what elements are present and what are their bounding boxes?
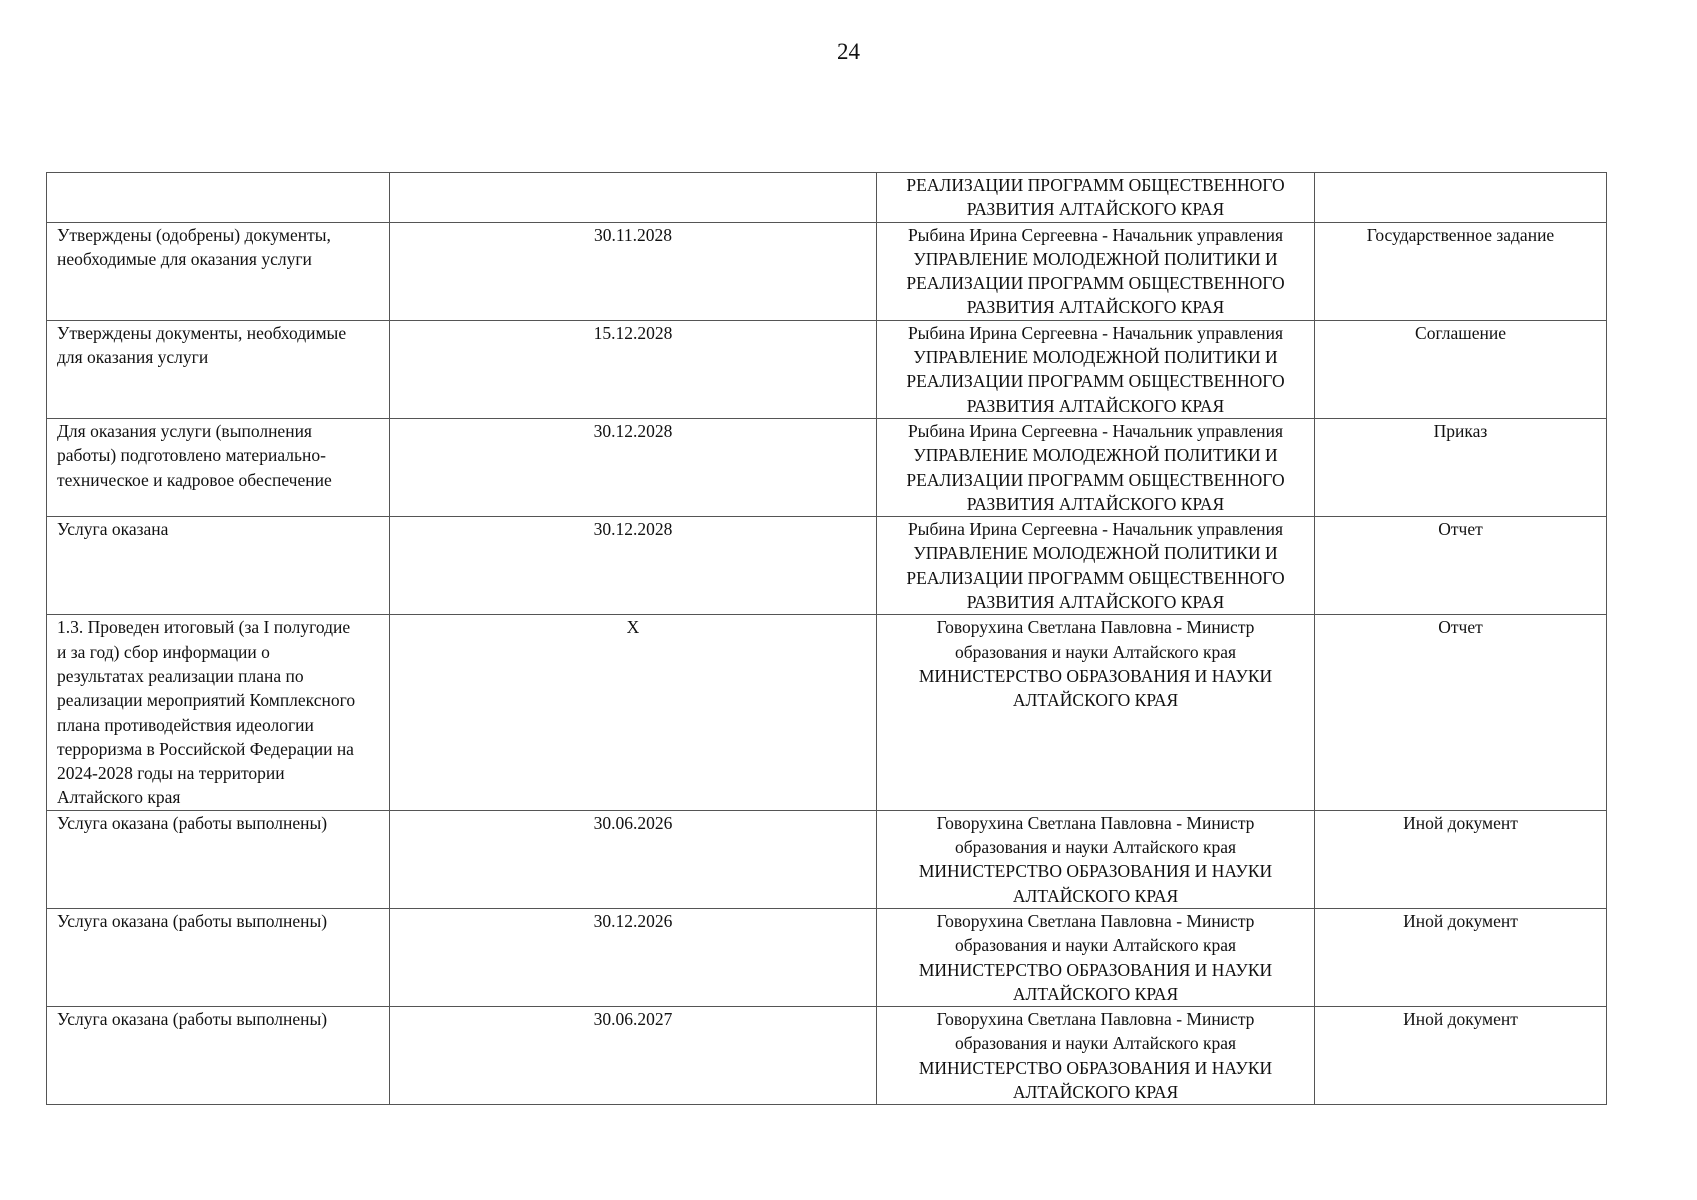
responsible-cell-line: УПРАВЛЕНИЕ МОЛОДЕЖНОЙ ПОЛИТИКИ И [913, 543, 1278, 564]
date-cell: X [390, 615, 877, 810]
responsible-cell-line: МИНИСТЕРСТВО ОБРАЗОВАНИЯ И НАУКИ [918, 665, 1273, 686]
page-number: 24 [837, 39, 860, 64]
responsible-cell-line: образования и науки Алтайского края [954, 935, 1237, 956]
event-cell [47, 517, 390, 615]
table-row [47, 517, 1607, 615]
responsible-cell-line: МИНИСТЕРСТВО ОБРАЗОВАНИЯ И НАУКИ [918, 861, 1273, 882]
event-cell [47, 908, 390, 1006]
event-cell-line: результатах реализации плана по [57, 665, 304, 686]
responsible-cell-line: Говорухина Светлана Павловна - Министр [936, 910, 1255, 931]
event-cell [47, 320, 390, 418]
responsible-cell [877, 810, 1315, 908]
date-cell: 30.11.2028 [390, 222, 877, 320]
responsible-cell [877, 1007, 1315, 1105]
responsible-cell [877, 908, 1315, 1006]
event-cell-line: для оказания услуги [57, 347, 209, 368]
responsible-cell [877, 615, 1315, 810]
date-cell: 15.12.2028 [390, 320, 877, 418]
event-cell-line: плана противодействия идеологии [57, 714, 314, 735]
event-cell-line: 2024-2028 годы на территории [57, 763, 285, 784]
date-cell: 30.12.2026 [390, 908, 877, 1006]
document-type-cell [1315, 173, 1607, 223]
event-cell-line: необходимые для оказания услуги [57, 248, 312, 269]
event-cell-line: Алтайского края [57, 787, 181, 808]
event-cell-line: терроризма в Российской Федерации на [57, 738, 354, 759]
document-type-cell: Иной документ [1315, 810, 1607, 908]
event-cell-line: Для оказания услуги (выполнения [57, 420, 312, 441]
event-cell-line: 1.3. Проведен итоговый (за I полугодие [57, 617, 351, 638]
responsible-cell-line: образования и науки Алтайского края [954, 1033, 1237, 1054]
event-cell [47, 615, 390, 810]
event-cell [47, 418, 390, 516]
responsible-cell-line: РЕАЛИЗАЦИИ ПРОГРАММ ОБЩЕСТВЕННОГО [906, 371, 1285, 392]
date-cell [390, 173, 877, 223]
event-cell-line: Утверждены (одобрены) документы, [57, 224, 331, 245]
responsible-cell [877, 418, 1315, 516]
date-cell: 30.12.2028 [390, 418, 877, 516]
responsible-cell-line: АЛТАЙСКОГО КРАЯ [1012, 885, 1179, 906]
responsible-cell-line: Рыбина Ирина Сергеевна - Начальник управления [907, 224, 1284, 245]
event-cell [47, 1007, 390, 1105]
responsible-cell-line: Рыбина Ирина Сергеевна - Начальник управления [907, 322, 1284, 343]
responsible-cell-line: МИНИСТЕРСТВО ОБРАЗОВАНИЯ И НАУКИ [918, 959, 1273, 980]
event-cell [47, 173, 390, 223]
event-cell-line: и за год) сбор информации о [57, 641, 270, 662]
responsible-cell-line: РАЗВИТИЯ АЛТАЙСКОГО КРАЯ [966, 199, 1225, 220]
responsible-cell-line: АЛТАЙСКОГО КРАЯ [1012, 690, 1179, 711]
responsible-cell-line: РАЗВИТИЯ АЛТАЙСКОГО КРАЯ [966, 493, 1225, 514]
responsible-cell-line: образования и науки Алтайского края [954, 837, 1237, 858]
date-cell: 30.06.2027 [390, 1007, 877, 1105]
table-row [47, 222, 1607, 320]
event-cell-line: техническое и кадровое обеспечение [57, 469, 332, 490]
responsible-cell-line: РЕАЛИЗАЦИИ ПРОГРАММ ОБЩЕСТВЕННОГО [906, 567, 1285, 588]
table-row [47, 173, 1607, 223]
responsible-cell-line: УПРАВЛЕНИЕ МОЛОДЕЖНОЙ ПОЛИТИКИ И [913, 347, 1278, 368]
table-row [47, 418, 1607, 516]
document-type-cell: Иной документ [1315, 1007, 1607, 1105]
responsible-cell [877, 173, 1315, 223]
table-row [47, 908, 1607, 1006]
event-cell-line: Услуга оказана [57, 519, 169, 540]
table-row [47, 810, 1607, 908]
document-type-cell: Отчет [1315, 615, 1607, 810]
event-cell-line: Услуга оказана (работы выполнены) [57, 1009, 328, 1030]
document-type-cell: Иной документ [1315, 908, 1607, 1006]
event-cell-line: Услуга оказана (работы выполнены) [57, 812, 328, 833]
responsible-cell-line: АЛТАЙСКОГО КРАЯ [1012, 983, 1179, 1004]
responsible-cell-line: Говорухина Светлана Павловна - Министр [936, 812, 1255, 833]
responsible-cell-line: образования и науки Алтайского края [954, 641, 1237, 662]
responsible-cell-line: РЕАЛИЗАЦИИ ПРОГРАММ ОБЩЕСТВЕННОГО [906, 273, 1285, 294]
table-row [47, 1007, 1607, 1105]
table-row [47, 320, 1607, 418]
responsible-cell-line: Рыбина Ирина Сергеевна - Начальник управления [907, 420, 1284, 441]
plan-table-body [47, 173, 1607, 1105]
document-type-cell: Отчет [1315, 517, 1607, 615]
responsible-cell-line: РЕАЛИЗАЦИИ ПРОГРАММ ОБЩЕСТВЕННОГО [906, 175, 1285, 195]
date-cell: 30.06.2026 [390, 810, 877, 908]
responsible-cell-line: РАЗВИТИЯ АЛТАЙСКОГО КРАЯ [966, 592, 1225, 613]
event-cell [47, 810, 390, 908]
responsible-cell-line: УПРАВЛЕНИЕ МОЛОДЕЖНОЙ ПОЛИТИКИ И [913, 445, 1278, 466]
event-cell-line: Утверждены документы, необходимые [57, 322, 347, 343]
date-cell: 30.12.2028 [390, 517, 877, 615]
responsible-cell-line: МИНИСТЕРСТВО ОБРАЗОВАНИЯ И НАУКИ [918, 1057, 1273, 1078]
table-row [47, 615, 1607, 810]
event-cell-line: реализации мероприятий Комплексного [57, 690, 356, 711]
responsible-cell [877, 222, 1315, 320]
responsible-cell-line: Говорухина Светлана Павловна - Министр [936, 617, 1255, 638]
document-type-cell: Государственное задание [1315, 222, 1607, 320]
document-type-cell: Приказ [1315, 418, 1607, 516]
responsible-cell [877, 320, 1315, 418]
responsible-cell-line: РАЗВИТИЯ АЛТАЙСКОГО КРАЯ [966, 395, 1225, 416]
responsible-cell [877, 517, 1315, 615]
responsible-cell-line: РАЗВИТИЯ АЛТАЙСКОГО КРАЯ [966, 297, 1225, 318]
plan-table [46, 172, 1607, 1105]
document-type-cell: Соглашение [1315, 320, 1607, 418]
responsible-cell-line: УПРАВЛЕНИЕ МОЛОДЕЖНОЙ ПОЛИТИКИ И [913, 248, 1278, 269]
responsible-cell-line: Рыбина Ирина Сергеевна - Начальник управления [907, 519, 1284, 540]
event-cell-line: работы) подготовлено материально- [57, 445, 326, 466]
responsible-cell-line: Говорухина Светлана Павловна - Министр [936, 1009, 1255, 1030]
responsible-cell-line: АЛТАЙСКОГО КРАЯ [1012, 1081, 1179, 1102]
event-cell-line: Услуга оказана (работы выполнены) [57, 910, 328, 931]
event-cell [47, 222, 390, 320]
responsible-cell-line: РЕАЛИЗАЦИИ ПРОГРАММ ОБЩЕСТВЕННОГО [906, 469, 1285, 490]
